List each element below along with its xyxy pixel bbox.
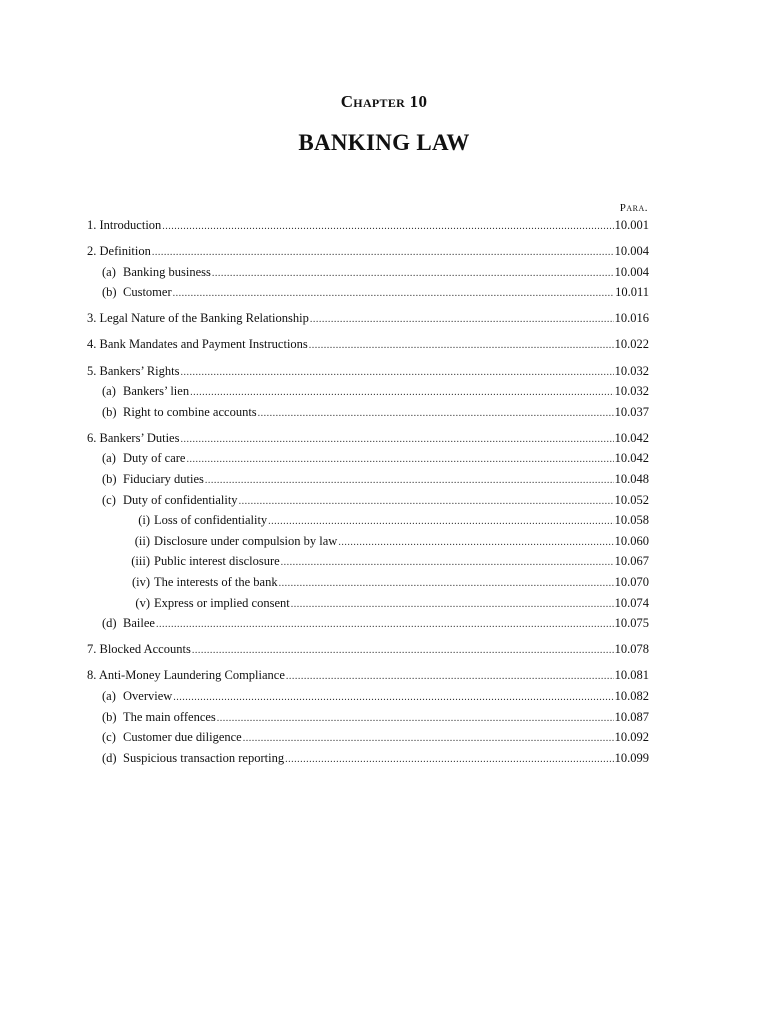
leader-dots	[217, 710, 614, 729]
toc-para: 10.074	[614, 595, 649, 610]
toc-para: 10.048	[614, 472, 649, 487]
toc-entry	[87, 573, 649, 594]
toc-marker: (iv)	[131, 575, 150, 589]
toc-text: Right to combine accounts	[123, 404, 257, 419]
leader-dots	[152, 244, 614, 263]
toc-text: Express or implied consent	[154, 595, 290, 610]
toc-para: 10.004	[614, 244, 649, 259]
toc-entry	[87, 511, 649, 532]
toc-entry	[87, 335, 649, 356]
toc-text: Duty of care	[123, 451, 186, 466]
leader-dots	[279, 575, 614, 594]
table-of-contents	[87, 216, 649, 769]
toc-text: Introduction	[99, 218, 162, 232]
leader-dots	[173, 689, 613, 708]
leader-dots	[205, 472, 614, 491]
toc-entry	[87, 594, 649, 615]
toc-entry	[87, 614, 649, 635]
toc-para: 10.058	[614, 513, 649, 528]
toc-marker: 4.	[87, 337, 97, 352]
toc-marker: 3.	[87, 311, 97, 326]
toc-text: Loss of confidentiality	[154, 513, 268, 528]
leader-dots	[173, 285, 614, 304]
toc-entry	[87, 470, 649, 491]
toc-marker: (b)	[102, 404, 117, 419]
toc-text: Bank Mandates and Payment Instructions	[99, 337, 308, 352]
toc-para: 10.087	[614, 709, 649, 724]
toc-marker: (b)	[102, 472, 117, 487]
toc-text: Banking business	[123, 264, 211, 279]
toc-marker: (d)	[102, 750, 117, 765]
toc-text: The main offences	[123, 709, 216, 724]
toc-marker: (iii)	[131, 554, 150, 569]
toc-marker: (c)	[102, 492, 116, 507]
toc-text: Suspicious transaction reporting	[123, 750, 285, 765]
toc-para: 10.016	[614, 311, 649, 326]
toc-text: Fiduciary duties	[123, 472, 204, 487]
toc-marker: (a)	[102, 688, 116, 703]
chapter-title: BANKING LAW	[298, 130, 470, 155]
leader-dots	[291, 596, 614, 615]
toc-para: 10.060	[614, 533, 649, 548]
toc-marker: (v)	[135, 595, 150, 610]
toc-marker: 6.	[87, 430, 97, 445]
leader-dots	[285, 751, 614, 770]
leader-dots	[192, 642, 614, 661]
toc-entry	[87, 263, 649, 284]
leader-dots	[180, 364, 613, 383]
toc-text: Bankers’ Duties	[99, 430, 180, 445]
leader-dots	[239, 493, 614, 512]
toc-marker: 8.	[87, 668, 97, 683]
toc-marker: (b)	[102, 709, 117, 724]
toc-para: 10.075	[614, 616, 649, 631]
toc-para: 10.042	[614, 430, 649, 445]
toc-entry	[87, 382, 649, 403]
toc-para: 10.082	[614, 688, 649, 703]
toc-entry	[87, 666, 649, 687]
toc-entry	[87, 708, 649, 729]
toc-marker: (d)	[102, 616, 117, 631]
toc-text: Disclosure under compulsion by law	[154, 533, 338, 548]
toc-para: 10.081	[614, 668, 649, 683]
toc-marker: 7.	[87, 642, 97, 657]
toc-text: Blocked Accounts	[99, 642, 191, 657]
toc-marker: (c)	[102, 730, 116, 745]
leader-dots	[180, 431, 613, 450]
toc-entry	[87, 362, 649, 383]
toc-para: 10.052	[614, 492, 649, 507]
toc-entry	[87, 283, 649, 304]
leader-dots	[286, 668, 614, 687]
toc-para: 10.011	[615, 285, 649, 300]
leader-dots	[156, 616, 614, 635]
toc-text: Overview	[123, 688, 173, 703]
toc-marker: 1.	[87, 218, 97, 232]
leader-dots	[190, 384, 614, 403]
toc-entry	[87, 532, 649, 553]
leader-dots	[310, 311, 614, 330]
toc-text: The interests of the bank	[154, 575, 278, 589]
toc-marker: (a)	[102, 264, 116, 279]
toc-para: 10.037	[614, 404, 649, 419]
leader-dots	[338, 534, 613, 553]
toc-para: 10.042	[614, 451, 649, 466]
toc-entry	[87, 640, 649, 661]
toc-text: Bankers’ lien	[123, 384, 190, 399]
toc-para: 10.001	[614, 218, 649, 232]
toc-para: 10.099	[614, 750, 649, 765]
toc-text: Definition	[99, 244, 151, 259]
toc-entry	[87, 749, 649, 770]
para-column-header: Para.	[619, 202, 648, 214]
leader-dots	[258, 405, 614, 424]
toc-marker: (a)	[102, 451, 116, 466]
toc-text: Customer due diligence	[123, 730, 242, 745]
toc-para: 10.032	[614, 384, 649, 399]
toc-marker: (b)	[102, 285, 117, 300]
toc-para: 10.022	[614, 337, 649, 352]
toc-text: Bankers’ Rights	[99, 363, 180, 378]
toc-text: Customer	[123, 285, 172, 300]
toc-marker: (i)	[138, 513, 150, 528]
toc-marker: 5.	[87, 363, 97, 378]
toc-text: Public interest disclosure	[154, 554, 280, 569]
toc-para: 10.070	[614, 575, 649, 589]
leader-dots	[281, 554, 614, 573]
toc-marker: (ii)	[134, 533, 150, 548]
toc-entry	[87, 429, 649, 450]
leader-dots	[212, 265, 614, 284]
toc-text: Duty of confidentiality	[123, 492, 238, 507]
toc-text: Bailee	[123, 616, 155, 631]
toc-entry	[87, 403, 649, 424]
toc-entry	[87, 687, 649, 708]
toc-marker: 2.	[87, 244, 97, 259]
toc-entry	[87, 309, 649, 330]
toc-para: 10.004	[614, 264, 649, 279]
toc-entry	[87, 216, 649, 237]
leader-dots	[186, 451, 613, 470]
leader-dots	[309, 337, 614, 356]
chapter-label: Chapter 10	[340, 92, 428, 111]
toc-text: Anti-Money Laundering Compliance	[98, 668, 285, 683]
toc-marker: (a)	[102, 384, 116, 399]
toc-para: 10.078	[614, 642, 649, 657]
toc-para: 10.032	[614, 363, 649, 378]
toc-para: 10.067	[614, 554, 649, 569]
toc-entry	[87, 449, 649, 470]
leader-dots	[243, 730, 614, 749]
leader-dots	[162, 218, 613, 237]
toc-entry	[87, 491, 649, 512]
toc-entry	[87, 242, 649, 263]
toc-entry	[87, 552, 649, 573]
toc-para: 10.092	[614, 730, 649, 745]
toc-entry	[87, 728, 649, 749]
toc-text: Legal Nature of the Banking Relationship	[99, 311, 309, 326]
leader-dots	[268, 513, 613, 532]
